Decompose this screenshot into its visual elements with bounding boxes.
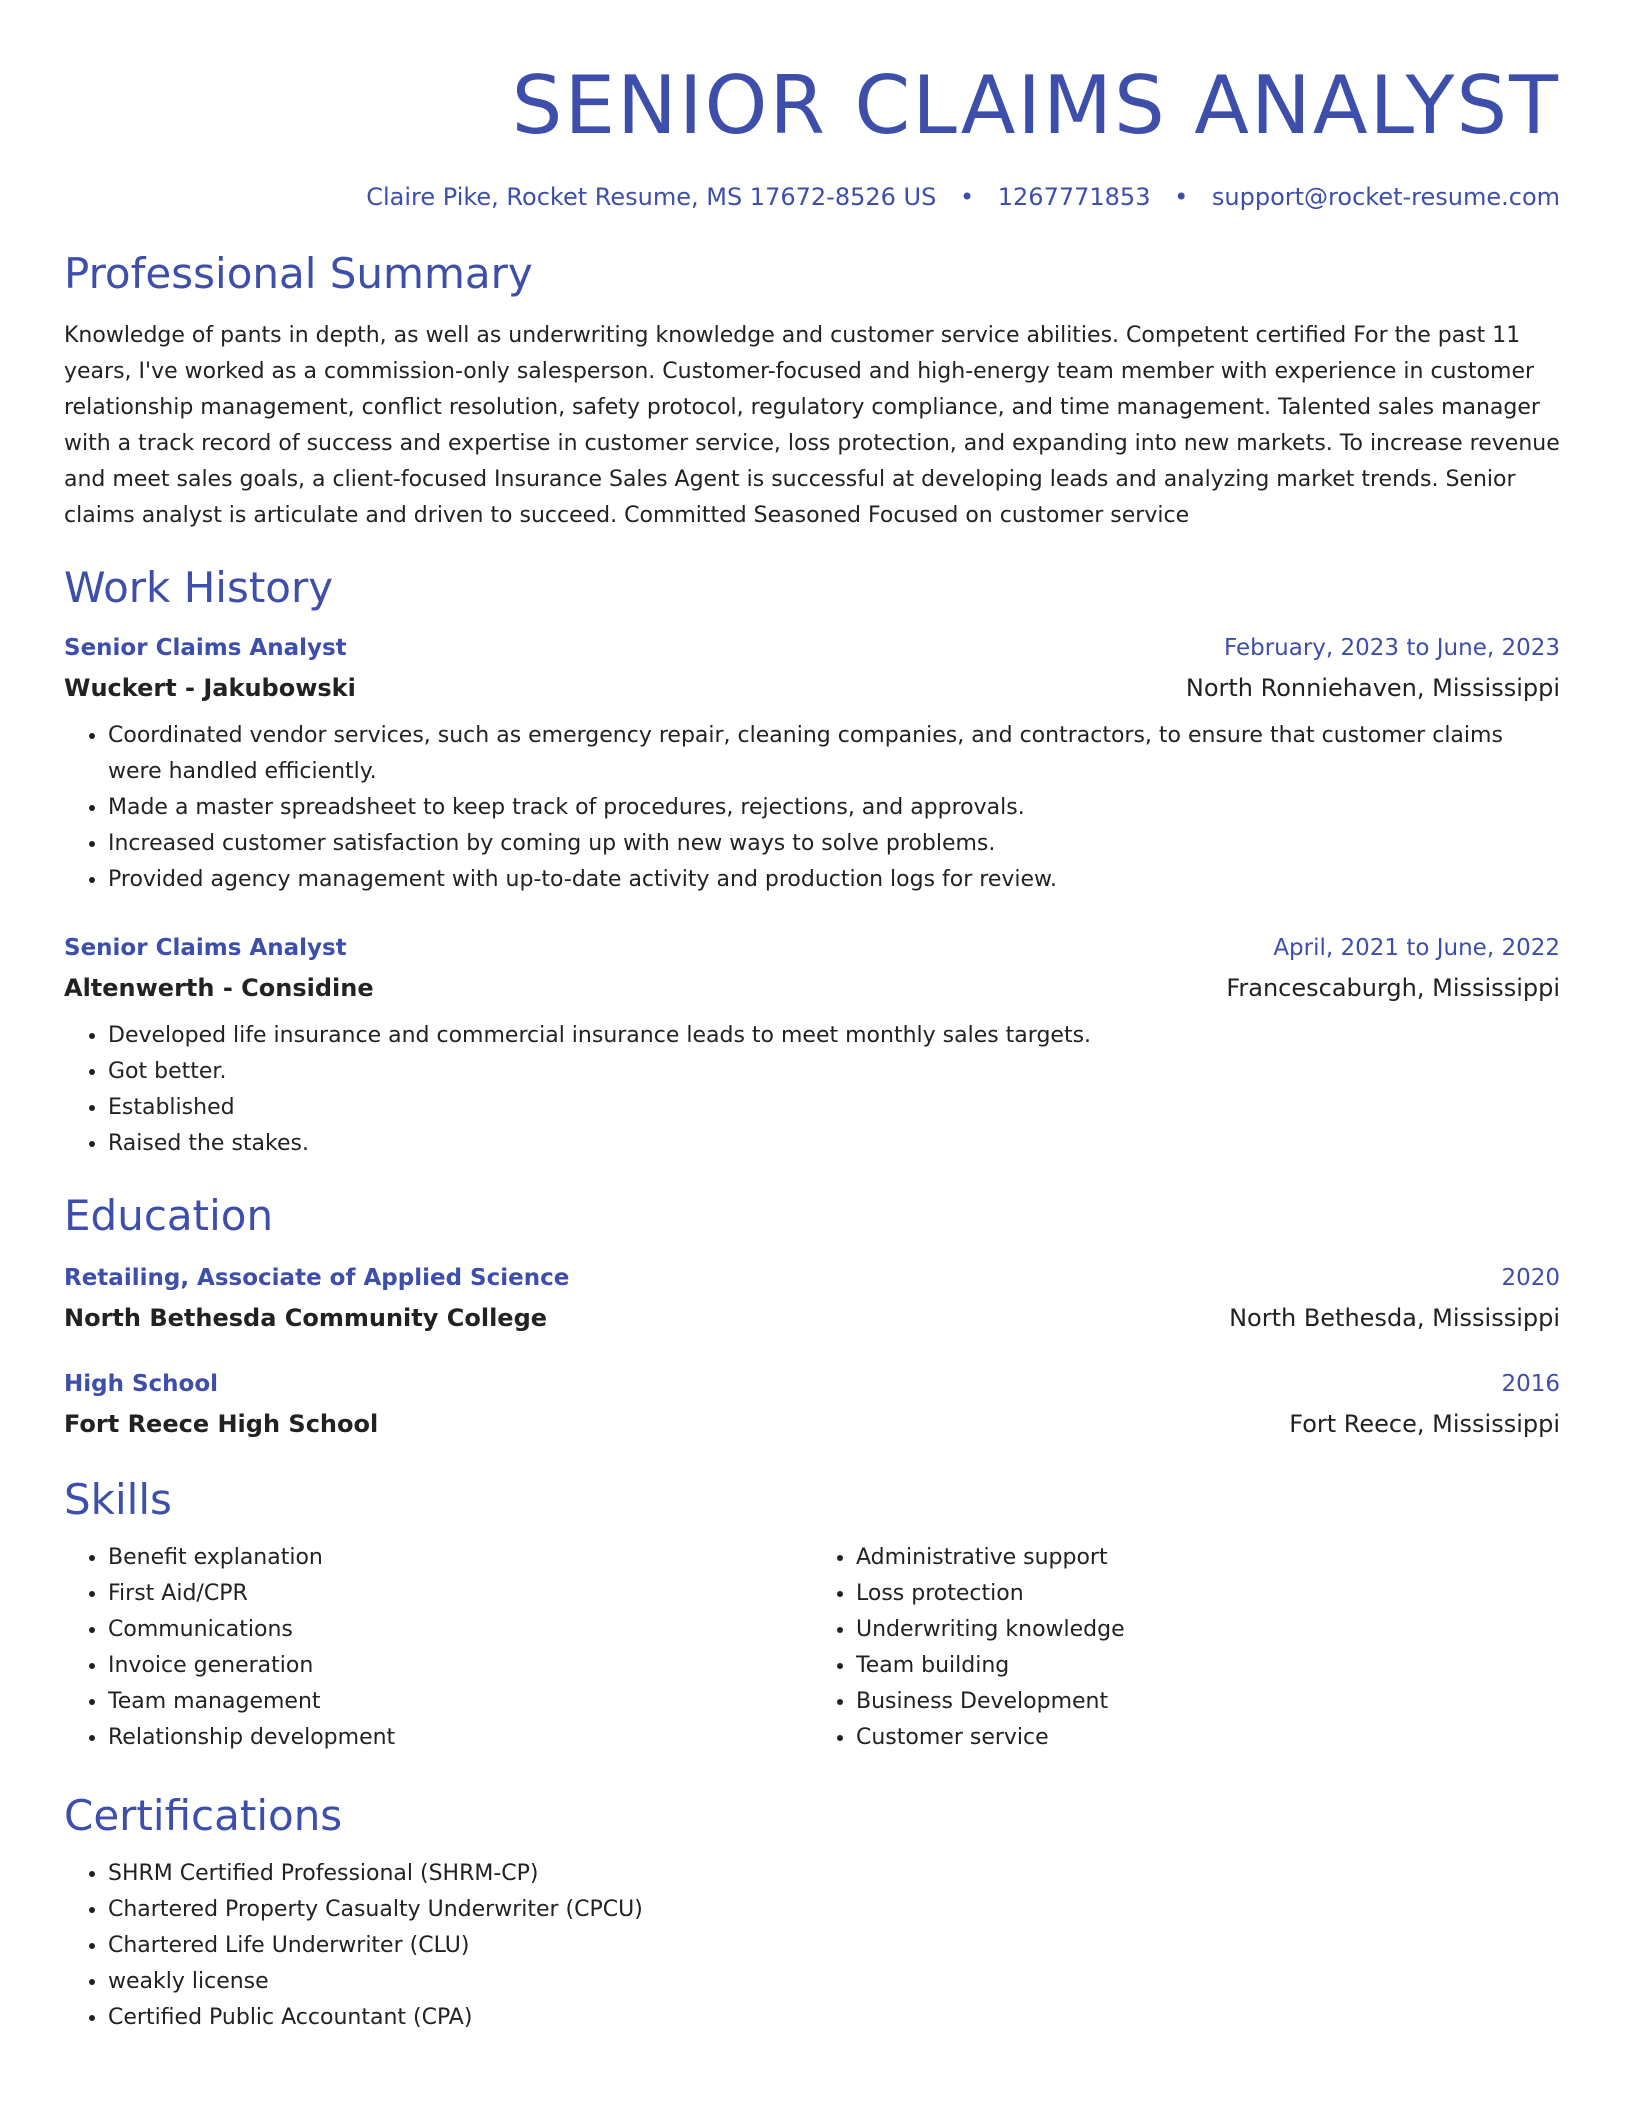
- job-company: Wuckert - Jakubowski: [64, 674, 356, 702]
- contact-email[interactable]: support@rocket-resume.com: [1211, 183, 1560, 211]
- skill-item: • Invoice generation: [108, 1648, 812, 1684]
- job-bullet: • Raised the stakes.: [108, 1126, 1560, 1162]
- job-entry: [64, 932, 1560, 1162]
- education-degree: High School: [64, 1371, 219, 1397]
- job-entry: [64, 632, 1560, 898]
- skills-heading: Skills: [64, 1475, 172, 1524]
- contact-separator: •: [1174, 183, 1189, 211]
- job-bullet: • Coordinated vendor services, such as emergency repair, cleaning companies, and contractors, to ensure that customer claims were handled efficiently.: [108, 718, 1560, 790]
- education-entry: [64, 1262, 1560, 1334]
- contact-address: Claire Pike, Rocket Resume, MS 17672-8526 US: [366, 183, 937, 211]
- job-bullet: • Provided agency management with up-to-date activity and production logs for review.: [108, 862, 1560, 898]
- skill-item: • Communications: [108, 1612, 812, 1648]
- education-year: 2016: [1501, 1371, 1560, 1397]
- contact-line: [64, 182, 1560, 212]
- job-bullets: [64, 718, 1560, 898]
- work-history-heading: Work History: [64, 563, 334, 612]
- certifications-heading: Certifications: [64, 1791, 343, 1840]
- education-school: Fort Reece High School: [64, 1410, 379, 1438]
- job-bullet: • Got better.: [108, 1054, 1560, 1090]
- skill-item: • Underwriting knowledge: [856, 1612, 1560, 1648]
- certification-item: • Chartered Life Underwriter (CLU): [108, 1928, 1560, 1964]
- skill-item: • Administrative support: [856, 1540, 1560, 1576]
- skill-item: • Team management: [108, 1684, 812, 1720]
- skill-item: • Benefit explanation: [108, 1540, 812, 1576]
- education-heading: Education: [64, 1191, 274, 1240]
- certifications-list: [64, 1856, 1560, 2036]
- education-entry: [64, 1368, 1560, 1440]
- education-year: 2020: [1501, 1265, 1560, 1291]
- skill-item: • Customer service: [856, 1720, 1560, 1756]
- job-bullet: • Established: [108, 1090, 1560, 1126]
- skill-item: • Team building: [856, 1648, 1560, 1684]
- certification-item: • SHRM Certified Professional (SHRM-CP): [108, 1856, 1560, 1892]
- certification-item: • Chartered Property Casualty Underwriter (CPCU): [108, 1892, 1560, 1928]
- summary-text: Knowledge of pants in depth, as well as underwriting knowledge and customer service abilities. Competent certified For the past 11 years, I've worked as a commission-only salesperson. Customer-focused and high-energy team member with experience in customer relationship management, conflict resolution, safety protocol, regulatory compliance, and time management. Talented sales manager with a track record of success and expertise in customer service, loss protection, and expanding into new markets. To increase revenue and meet sales goals, a client-focused Insurance Sales Agent is successful at developing leads and analyzing market trends. Senior claims analyst is articulate and driven to succeed. Committed Seasoned Focused on customer service: [64, 323, 1560, 528]
- job-location: Francescaburgh, Mississippi: [1226, 974, 1560, 1002]
- skill-item: • First Aid/CPR: [108, 1576, 812, 1612]
- skills-list-left: [64, 1540, 812, 1756]
- job-company: Altenwerth - Considine: [64, 974, 374, 1002]
- education-location: North Bethesda, Mississippi: [1229, 1304, 1560, 1332]
- job-bullet: • Developed life insurance and commercial insurance leads to meet monthly sales targets.: [108, 1018, 1560, 1054]
- skill-item: • Loss protection: [856, 1576, 1560, 1612]
- job-role: Senior Claims Analyst: [64, 635, 347, 661]
- certification-item: • weakly license: [108, 1964, 1560, 2000]
- skills-list-right: [812, 1540, 1560, 1756]
- education-location: Fort Reece, Mississippi: [1289, 1410, 1560, 1438]
- education-school: North Bethesda Community College: [64, 1304, 548, 1332]
- skill-item: • Business Development: [856, 1684, 1560, 1720]
- certification-item: • Certified Public Accountant (CPA): [108, 2000, 1560, 2036]
- contact-separator: •: [959, 183, 975, 211]
- skill-item: • Relationship development: [108, 1720, 812, 1756]
- job-bullets: [64, 1018, 1560, 1162]
- summary-heading: Professional Summary: [64, 249, 533, 298]
- contact-phone: 1267771853: [997, 183, 1151, 211]
- job-bullet: • Made a master spreadsheet to keep track of procedures, rejections, and approvals.: [108, 790, 1560, 826]
- education-degree: Retailing, Associate of Applied Science: [64, 1265, 570, 1291]
- job-bullet: • Increased customer satisfaction by coming up with new ways to solve problems.: [108, 826, 1560, 862]
- job-dates: April, 2021 to June, 2022: [1273, 935, 1560, 961]
- resume-page: [64, 0, 1560, 2036]
- skills-columns: [64, 1540, 1560, 1756]
- job-dates: February, 2023 to June, 2023: [1223, 635, 1560, 661]
- job-location: North Ronniehaven, Mississippi: [1185, 674, 1560, 702]
- resume-title: SENIOR CLAIMS ANALYST: [511, 59, 1560, 152]
- job-role: Senior Claims Analyst: [64, 935, 347, 961]
